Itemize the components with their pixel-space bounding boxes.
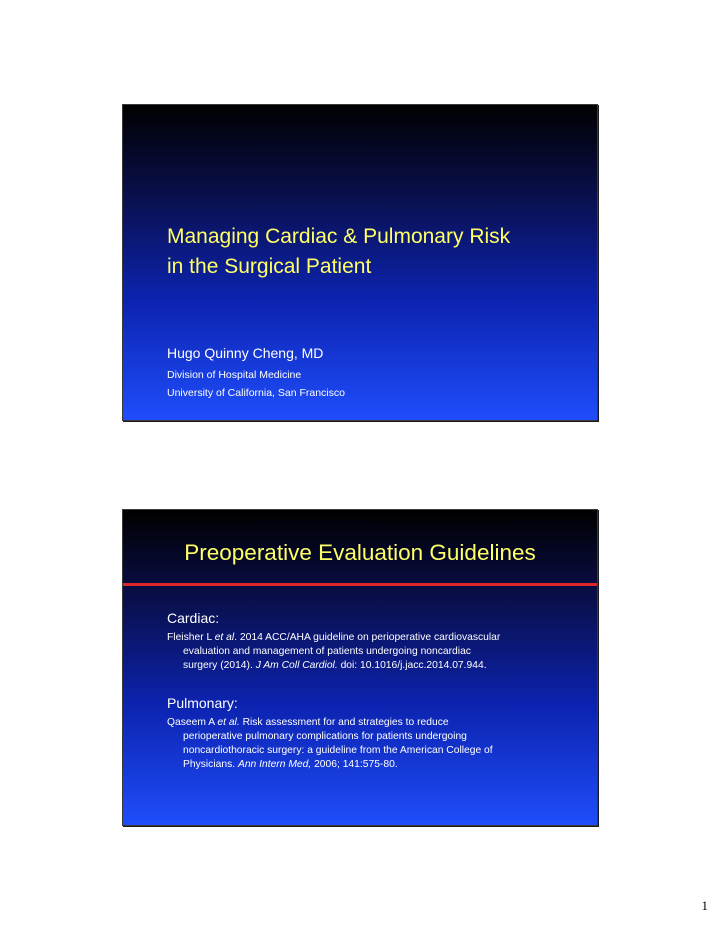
cardiac-ref-line-2: evaluation and management of patients undergoing noncardiac (183, 646, 471, 657)
pulmonary-ref-title-start: Risk assessment for and strategies to reduce (239, 717, 449, 728)
cardiac-heading: Cardiac: (167, 610, 220, 626)
pulmonary-ref-line-4 (167, 758, 577, 772)
affiliation-university: University of California, San Francisco (167, 387, 345, 399)
cardiac-ref-doi: doi: 10.1016/j.jacc.2014.07.944. (337, 660, 487, 671)
slide-1-title (167, 222, 587, 282)
slide-1-title-line-1: Managing Cardiac & Pulmonary Risk (167, 225, 511, 248)
pulmonary-ref-line-3: noncardiothoracic surgery: a guideline from the American College of (183, 745, 493, 756)
pulmonary-ref-author: Qaseem A (167, 717, 218, 728)
slide-1 (122, 104, 598, 421)
cardiac-ref-etal: et al (214, 632, 235, 643)
pulmonary-ref-line-2: perioperative pulmonary complications for patients undergoing (183, 731, 467, 742)
author-name: Hugo Quinny Cheng, MD (167, 345, 324, 361)
slide-2 (122, 509, 598, 826)
page-number: 1 (701, 898, 708, 913)
pulmonary-ref-title-end: Physicians. (183, 759, 238, 770)
cardiac-ref-title-start: . 2014 ACC/AHA guideline on perioperative cardiovascular (234, 632, 501, 643)
pulmonary-heading: Pulmonary: (167, 695, 238, 711)
pulmonary-ref-line-1 (167, 716, 577, 730)
affiliation-division: Division of Hospital Medicine (167, 369, 302, 381)
cardiac-ref-journal: J Am Coll Cardiol. (255, 660, 338, 671)
cardiac-reference (167, 631, 577, 673)
pulmonary-ref-etal: et al. (217, 717, 240, 728)
cardiac-ref-line-1 (167, 631, 577, 645)
cardiac-ref-line-3 (167, 659, 577, 673)
pulmonary-ref-citation: 2006; 141:575-80. (311, 759, 398, 770)
pulmonary-ref-journal: Ann Intern Med, (237, 759, 312, 770)
slide-2-title: Preoperative Evaluation Guidelines (184, 540, 536, 565)
pulmonary-reference (167, 716, 577, 772)
cardiac-ref-author: Fleisher L (167, 632, 215, 643)
cardiac-ref-title-end: surgery (2014). (183, 660, 256, 671)
slide-1-title-line-2: in the Surgical Patient (167, 255, 372, 278)
title-divider (123, 583, 597, 586)
